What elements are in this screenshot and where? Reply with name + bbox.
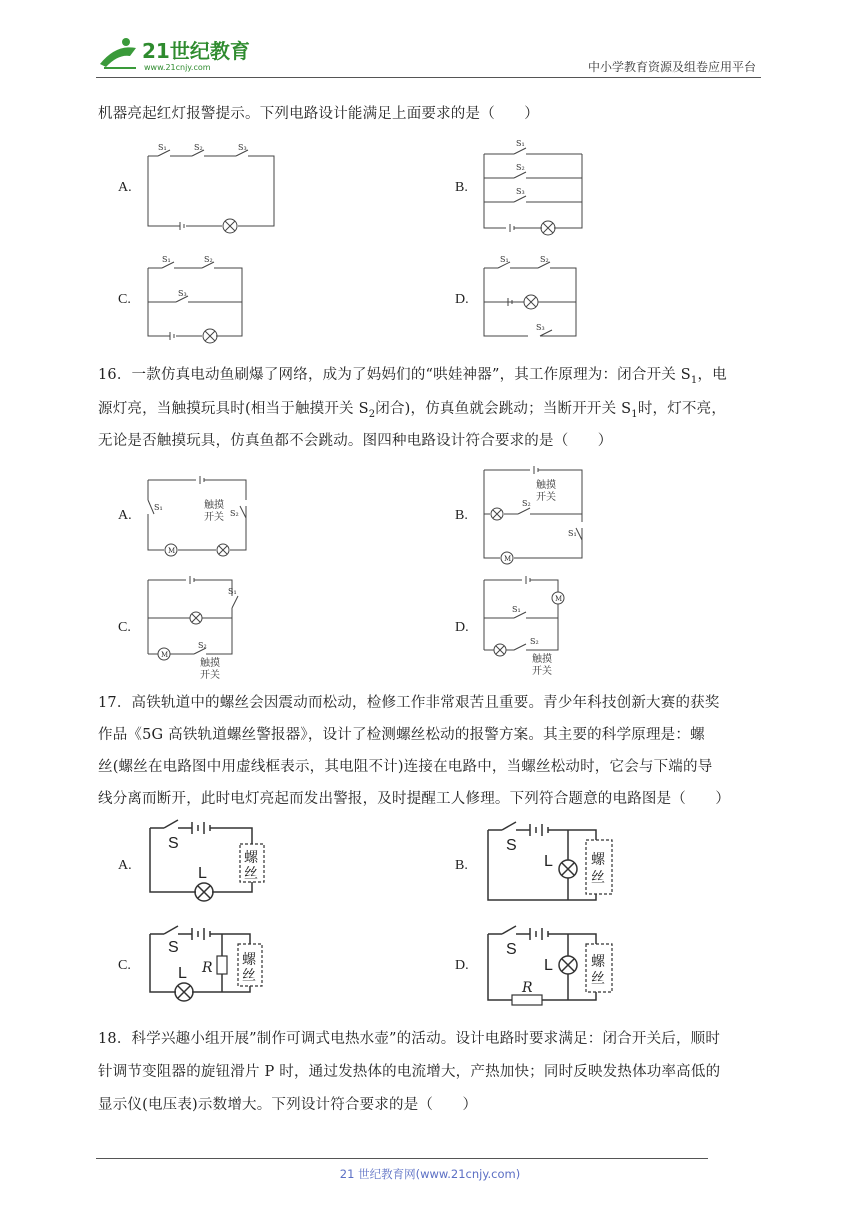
svg-text:S₂: S₂ — [516, 163, 525, 172]
q15-circuit-a — [140, 136, 280, 236]
switch-label-a: S — [168, 835, 179, 852]
q15-option-a[interactable]: A. — [118, 180, 132, 195]
lamp-label-b: L — [544, 853, 553, 870]
touch-label-d1: 触摸 — [532, 654, 552, 665]
q16-circuit-b — [478, 462, 588, 570]
screw-label-a2: 丝 — [244, 866, 258, 882]
header-divider — [96, 77, 761, 78]
q18-line-2: 针调节变阻器的旋钮滑片 P 时，通过发热体的电流增大，产热加快；同时反映发热体功率高低的 — [98, 1064, 721, 1080]
q18-line-3: 显示仪(电压表)示数增大。下列设计符合要求的是（ ） — [98, 1097, 478, 1113]
q17-circuit-b — [484, 820, 624, 906]
svg-text:M: M — [555, 595, 563, 603]
svg-text:S₃: S₃ — [516, 187, 525, 196]
q15-circuit-c — [140, 252, 250, 346]
svg-text:S₃: S₃ — [238, 143, 247, 152]
q16-option-a[interactable]: A. — [118, 508, 132, 523]
screw-label-d2: 丝 — [591, 971, 605, 987]
resistor-label-c: R — [202, 960, 213, 976]
q15-circuit-b — [478, 136, 588, 240]
svg-text:S₃: S₃ — [536, 323, 545, 332]
q16-circuit-a — [142, 470, 252, 560]
svg-text:S₂: S₂ — [198, 641, 207, 650]
svg-text:S₁: S₁ — [162, 255, 171, 264]
touch-label-b2: 开关 — [536, 492, 556, 503]
svg-text:S₁: S₁ — [516, 139, 525, 148]
svg-text:S₁: S₁ — [500, 255, 509, 264]
q17-line-1: 17．高铁轨道中的螺丝会因震动而松动，检修工作非常艰苦且重要。青少年科技创新大赛的获奖 — [98, 695, 720, 711]
q18-line-1: 18．科学兴趣小组开展”制作可调式电热水壶”的活动。设计电路时要求满足：闭合开关后，顺时 — [98, 1031, 721, 1047]
lamp-label-a: L — [198, 865, 207, 882]
q16-circuit-d — [478, 572, 588, 682]
q16-option-b[interactable]: B. — [455, 508, 468, 523]
q15-text: 机器亮起红灯报警提示。下列电路设计能满足上面要求的是（ ） — [98, 106, 539, 122]
svg-text:S₁: S₁ — [154, 503, 163, 512]
lamp-label-c: L — [178, 965, 187, 982]
q17-option-b[interactable]: B. — [455, 858, 468, 873]
q16-line-1: 16．一款仿真电动鱼刷爆了网络，成为了妈妈们的“哄娃神器”，其工作原理为：闭合开关 $S_1$，电 — [98, 367, 727, 386]
logo-title: 21世纪教育 — [142, 39, 250, 63]
screw-label-d1: 螺 — [591, 954, 605, 970]
q15-option-d[interactable]: D. — [455, 292, 469, 307]
svg-text:S₂: S₂ — [230, 509, 239, 518]
svg-text:M: M — [168, 547, 176, 555]
logo-url: www.21cnjy.com — [144, 63, 211, 72]
q17-option-c[interactable]: C. — [118, 958, 131, 973]
footer-link[interactable]: 21 世纪教育网(www.21cnjy.com) — [339, 1167, 521, 1181]
svg-text:S₃: S₃ — [178, 289, 187, 298]
q16-option-d[interactable]: D. — [455, 620, 469, 635]
svg-text:S₁: S₁ — [158, 143, 167, 152]
footer-divider — [96, 1158, 708, 1159]
q17-circuit-c — [146, 922, 276, 1006]
touch-label-c2: 开关 — [200, 670, 220, 681]
q17-option-d[interactable]: D. — [455, 958, 469, 973]
svg-text:S₂: S₂ — [204, 255, 213, 264]
touch-label-c1: 触摸 — [200, 658, 220, 669]
screw-label-c1: 螺 — [242, 952, 256, 968]
switch-label-d: S — [506, 941, 517, 958]
touch-label-a2: 开关 — [204, 512, 224, 523]
q17-line-4: 线分离而断开，此时电灯亮起而发出警报，及时提醒工人修理。下列符合题意的电路图是（ ） — [98, 791, 731, 807]
lamp-label-d: L — [544, 957, 553, 974]
touch-label-d2: 开关 — [532, 666, 552, 677]
platform-name: 中小学教育资源及组卷应用平台 — [587, 60, 756, 74]
site-logo — [96, 34, 266, 74]
q17-line-2: 作品《5G 高铁轨道螺丝警报器》，设计了检测螺丝松动的报警方案。其主要的科学原理是：螺 — [98, 727, 705, 743]
svg-text:S₁: S₁ — [512, 605, 521, 614]
switch-label-c: S — [168, 939, 179, 956]
svg-text:S₁: S₁ — [228, 587, 237, 596]
svg-text:M: M — [504, 555, 512, 563]
q16-line-3: 无论是否触摸玩具，仿真鱼都不会跳动。图四种电路设计符合要求的是（ ） — [98, 433, 613, 449]
svg-text:S₁: S₁ — [568, 529, 577, 538]
touch-label-a1: 触摸 — [204, 500, 224, 511]
q16-option-c[interactable]: C. — [118, 620, 131, 635]
svg-text:S₂: S₂ — [530, 637, 539, 646]
q15-option-b[interactable]: B. — [455, 180, 468, 195]
svg-text:M: M — [161, 651, 169, 659]
q17-option-a[interactable]: A. — [118, 858, 132, 873]
svg-text:S₂: S₂ — [540, 255, 549, 264]
q17-circuit-d — [484, 920, 624, 1010]
q16-circuit-c — [142, 572, 252, 682]
q16-line-2: 源灯亮，当触摸玩具时(相当于触摸开关 $S_2$闭合)，仿真鱼就会跳动；当断开开关 $S_1$时，灯不亮， — [98, 401, 727, 420]
q15-option-c[interactable]: C. — [118, 292, 131, 307]
screw-label-b2: 丝 — [591, 870, 605, 886]
q15-circuit-d — [478, 252, 582, 346]
resistor-label-d: R — [522, 980, 533, 996]
q17-line-3: 丝(螺丝在电路图中用虚线框表示，其电阻不计)连接在电路中，当螺丝松动时，它会与下端的导 — [98, 759, 713, 775]
screw-label-b1: 螺 — [591, 852, 605, 868]
touch-label-b1: 触摸 — [536, 480, 556, 491]
screw-label-a1: 螺 — [244, 850, 258, 866]
switch-label-b: S — [506, 837, 517, 854]
screw-label-c2: 丝 — [242, 968, 256, 984]
q17-circuit-a — [146, 818, 276, 914]
svg-text:S₂: S₂ — [194, 143, 203, 152]
svg-text:S₂: S₂ — [522, 499, 531, 508]
